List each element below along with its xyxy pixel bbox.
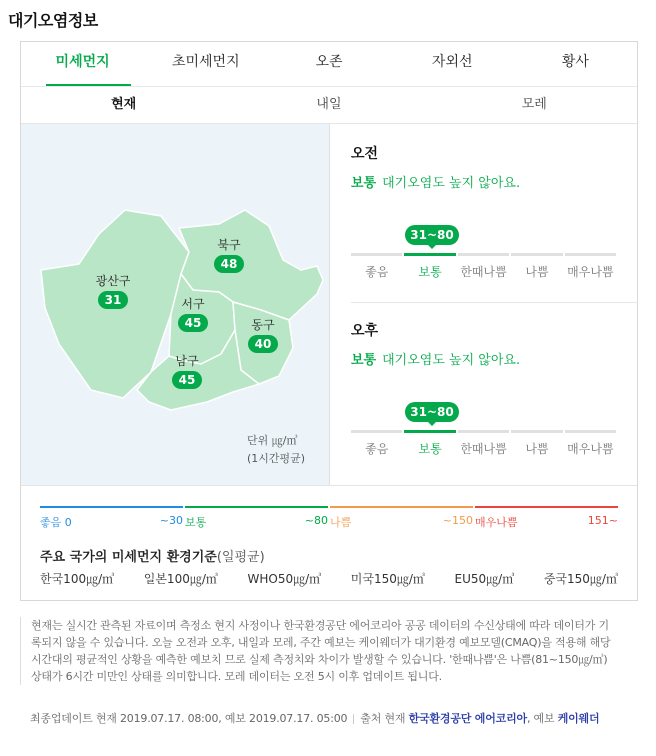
legend-left-label: 보통 (185, 516, 207, 529)
district-buk[interactable] (199, 238, 259, 273)
unit-label: 단위 ㎍/㎥ (247, 434, 298, 447)
unit-average-label: (1시간평균) (247, 452, 306, 465)
district-name: 북구 (217, 238, 241, 252)
level-bars (351, 430, 616, 433)
legend-bar-very-bad (475, 506, 618, 508)
district-name: 서구 (181, 297, 205, 311)
level-bar (565, 253, 616, 256)
level-label: 한때나쁨 (460, 265, 507, 279)
district-name: 남구 (175, 354, 199, 368)
district-map (21, 124, 330, 485)
level-label: 좋음 (365, 265, 389, 279)
level-bars (351, 253, 616, 256)
legend-left-label: 나쁨 (330, 516, 352, 529)
standards-heading: 주요 국가의 미세먼지 환경기준 (40, 550, 217, 565)
source-link-kweather[interactable]: 케이웨더 (557, 712, 600, 725)
range-bubble: 31~80 (405, 225, 459, 245)
standard-item: 중국150㎍/㎥ (543, 572, 618, 586)
tab-ozone[interactable]: 오존 (315, 54, 343, 70)
forecast-morning (351, 143, 616, 191)
legend-right-label: ~150 (442, 514, 473, 527)
tab-ultrafine-dust[interactable]: 초미세먼지 (171, 54, 240, 70)
level-bar-active (404, 253, 455, 256)
district-seo[interactable] (163, 297, 223, 332)
district-value-badge: 31 (98, 291, 128, 309)
legend-very-bad (475, 514, 618, 530)
period-status (351, 172, 616, 191)
pollutant-tabs (21, 42, 637, 85)
level-bar (351, 430, 402, 433)
disclaimer-text: 현재는 실시간 관측된 자료이며 측정소 현지 사정이나 한국환경공단 에어코리아 공공 데이터의 수신상태에 따라 데이터가 기록되지 않을 수 있습니다. 오늘 오전과 오후, 내일과 모레, 주간 예보는 케이웨더가 대기환경 예보모델(CMAQ)을 적용해 해당 시간대의 평균적인 상황을 예측한 예보치 므로 실제 측정치와 차이가 발생할 수 있습니다. '한때나쁨'은 나쁨(81~150㎍/㎥)상태가 6시간 미만인 상태를 의미합니다. 모레 데이터는 오전 5시 이후 업데이트 됩니다. (20, 617, 616, 685)
level-bar-active (404, 430, 455, 433)
standard-item: 일본100㎍/㎥ (143, 572, 218, 586)
legend-bad (330, 514, 473, 530)
level-label: 매우나쁨 (567, 442, 614, 456)
standard-item: 미국150㎍/㎥ (350, 572, 425, 586)
district-name: 광산구 (95, 274, 131, 288)
district-value-badge: 45 (172, 371, 202, 389)
district-value-badge: 45 (178, 314, 208, 332)
day-tab-day-after[interactable]: 모레 (521, 97, 547, 112)
level-label-active: 보통 (418, 442, 442, 456)
status-message: 대기오염도 높지 않아요. (382, 353, 521, 368)
tab-fine-dust[interactable]: 미세먼지 (55, 54, 110, 70)
tab-yellow-dust[interactable]: 황사 (561, 54, 589, 70)
status-message: 대기오염도 높지 않아요. (382, 176, 521, 191)
district-value-badge: 40 (248, 335, 278, 353)
range-bubble: 31~80 (405, 402, 459, 422)
day-tabs (21, 86, 637, 124)
level-scale (351, 225, 616, 295)
unit-note (247, 432, 305, 468)
level-bar (511, 430, 562, 433)
level-bar (565, 430, 616, 433)
day-tab-now[interactable]: 현재 (111, 97, 137, 112)
legend-labels (40, 514, 618, 530)
legend-normal (185, 514, 328, 530)
legend-left-label: 매우나쁨 (475, 516, 518, 529)
air-quality-card (20, 41, 638, 601)
legend-bar-normal (185, 506, 328, 508)
level-label-active: 보통 (418, 265, 442, 279)
update-info (30, 710, 620, 727)
level-scale (351, 402, 616, 472)
legend-right-label: ~30 (159, 514, 183, 527)
standards-title (40, 546, 265, 565)
district-value-badge: 48 (214, 255, 244, 273)
page-title: 대기오염정보 (8, 11, 98, 30)
level-bar (458, 430, 509, 433)
district-dong[interactable] (233, 318, 293, 353)
source-link-airkorea[interactable]: 한국환경공단 에어코리아 (408, 712, 527, 725)
legend-good (40, 514, 183, 530)
update-time: 최종업데이트 현재 2019.07.17. 08:00, 예보 2019.07.17. 05:00 (30, 712, 348, 725)
standard-item: WHO50㎍/㎥ (247, 572, 322, 586)
level-labels (351, 263, 616, 280)
status-grade: 보통 (351, 176, 377, 191)
level-labels (351, 440, 616, 457)
level-label: 매우나쁨 (567, 265, 614, 279)
legend-bars (40, 506, 618, 508)
source-prefix: 출처 현재 (360, 712, 406, 725)
district-name: 동구 (251, 318, 275, 332)
level-bar (351, 253, 402, 256)
standard-item: 한국100㎍/㎥ (40, 572, 115, 586)
standards-list (40, 570, 618, 587)
period-label: 오후 (351, 323, 379, 339)
standards-subtitle: (일평균) (216, 550, 265, 565)
level-label: 한때나쁨 (460, 442, 507, 456)
status-grade: 보통 (351, 353, 377, 368)
day-tab-tomorrow[interactable]: 내일 (316, 97, 342, 112)
legend-right-label: 151~ (587, 514, 618, 527)
level-label: 나쁨 (525, 265, 549, 279)
separator (353, 714, 354, 724)
district-nam[interactable] (157, 354, 217, 389)
tab-uv[interactable]: 자외선 (431, 54, 473, 70)
legend-left-label: 좋음 0 (40, 516, 72, 529)
legend-bar-good (40, 506, 183, 508)
level-bar (458, 253, 509, 256)
period-divider (351, 302, 638, 303)
level-label: 좋음 (365, 442, 389, 456)
legend-bar-bad (330, 506, 473, 508)
standard-item: EU50㎍/㎥ (454, 572, 515, 586)
district-gwangsan[interactable] (83, 274, 143, 309)
period-status (351, 349, 616, 368)
forecast-afternoon (351, 320, 616, 368)
level-legend (21, 485, 637, 601)
period-label: 오전 (351, 146, 379, 162)
source-mid: , 예보 (526, 712, 555, 725)
level-label: 나쁨 (525, 442, 549, 456)
legend-right-label: ~80 (304, 514, 328, 527)
level-bar (511, 253, 562, 256)
